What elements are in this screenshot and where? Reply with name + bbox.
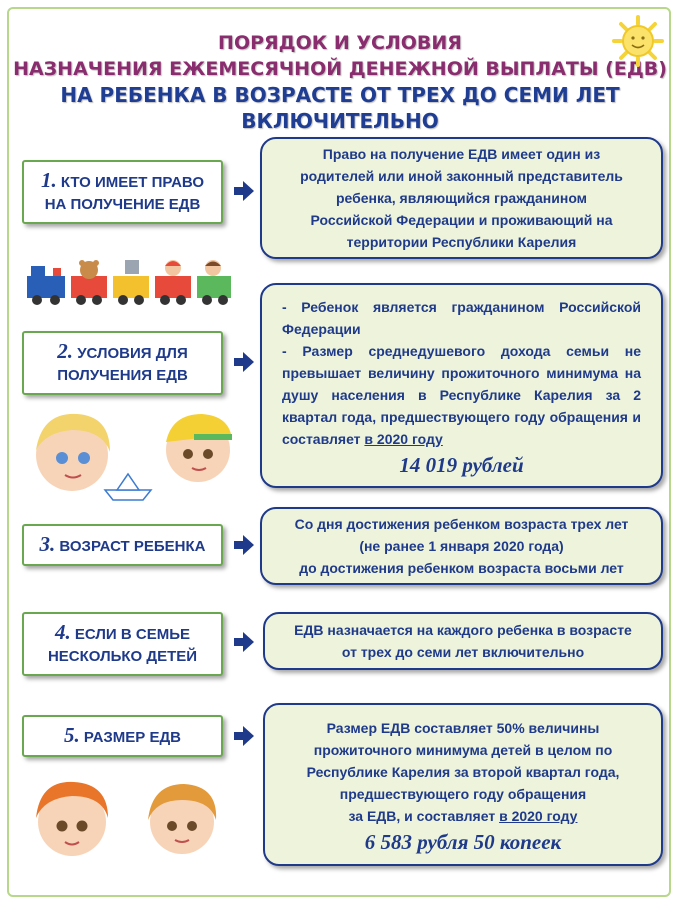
text-line: Со дня достижения ребенком возраста трех лет bbox=[294, 516, 629, 532]
title-line-2: НАЗНАЧЕНИЯ ЕЖЕМЕСЯЧНОЙ ДЕНЕЖНОЙ ВЫПЛАТЫ (ЕДВ) bbox=[13, 58, 667, 80]
toy-train-icon bbox=[25, 258, 235, 308]
title-line-3: НА РЕБЕНКА В ВОЗРАСТЕ ОТ ТРЕХ ДО СЕМИ ЛЕТ ВКЛЮЧИТЕЛЬНО bbox=[60, 83, 620, 133]
arrow-right-icon bbox=[234, 726, 254, 746]
text-box-edv-size bbox=[263, 703, 663, 866]
arrow-right-icon bbox=[234, 632, 254, 652]
paper-boat-icon bbox=[103, 472, 153, 502]
text-box-conditions bbox=[260, 283, 663, 488]
amount-value: 6 583 рубля 50 копеек bbox=[364, 829, 562, 854]
section-number: 3. bbox=[39, 531, 56, 556]
page-title bbox=[0, 30, 680, 134]
text-fragment: - Размер среднедушевого дохода семьи не превышает величину прожиточного минимума на душу населения в Республике Карелия за 2 квартал года, предшествующего году обращения и составляет bbox=[282, 342, 641, 447]
text-line: - Ребенок является гражданином Российской Федерации bbox=[282, 298, 641, 337]
text-line: предшествующего году обращения bbox=[339, 785, 587, 802]
text-fragment: за ЕДВ, и составляет bbox=[348, 807, 500, 824]
label-text: НЕСКОЛЬКО ДЕТЕЙ bbox=[47, 647, 198, 665]
text-line bbox=[282, 340, 641, 450]
text-line: ЕДВ назначается на каждого ребенка в возрасте bbox=[294, 622, 632, 638]
label-text: КТО ИМЕЕТ ПРАВО bbox=[60, 173, 205, 191]
label-text: НА ПОЛУЧЕНИЕ ЕДВ bbox=[44, 195, 201, 213]
text-line: территории Республики Карелия bbox=[346, 234, 577, 250]
label-text: УСЛОВИЯ ДЛЯ bbox=[77, 344, 188, 362]
title-line-1: ПОРЯДОК И УСЛОВИЯ bbox=[218, 32, 462, 54]
text-line: до достижения ребенком возраста восьми лет bbox=[299, 560, 624, 576]
year-phrase: в 2020 году bbox=[364, 430, 443, 447]
year-phrase: в 2020 году bbox=[499, 807, 578, 824]
label-text: РАЗМЕР ЕДВ bbox=[83, 728, 182, 746]
section-number: 4. bbox=[55, 619, 71, 644]
label-who-has-right bbox=[22, 160, 223, 224]
section-number: 2. bbox=[57, 338, 74, 363]
label-text: ЕСЛИ В СЕМЬЕ bbox=[74, 625, 190, 643]
text-box-several-children bbox=[263, 612, 663, 670]
text-line bbox=[349, 805, 578, 827]
text-line: родителей или иной законный представитель bbox=[300, 168, 623, 184]
text-line: ребенка, являющийся гражданином bbox=[335, 190, 588, 206]
text-line: Российской Федерации и проживающий на bbox=[310, 212, 613, 228]
label-conditions bbox=[22, 331, 223, 395]
children-faces-icon bbox=[22, 770, 232, 870]
text-line: прожиточного минимума детей в целом по bbox=[313, 741, 613, 758]
text-line: от трех до семи лет включительно bbox=[341, 644, 585, 660]
text-box-child-age bbox=[260, 507, 663, 585]
section-number: 5. bbox=[63, 722, 80, 747]
text-box-who-has-right bbox=[260, 137, 663, 259]
amount-value: 14 019 рублей bbox=[399, 452, 524, 477]
label-edv-size bbox=[22, 715, 223, 757]
text-line: (не ранее 1 января 2020 года) bbox=[359, 538, 564, 554]
arrow-right-icon bbox=[234, 352, 254, 372]
arrow-right-icon bbox=[234, 535, 254, 555]
section-number: 1. bbox=[40, 167, 57, 192]
text-line: Республике Карелия за второй квартал года, bbox=[306, 763, 620, 780]
label-child-age bbox=[22, 524, 223, 566]
label-text: ПОЛУЧЕНИЯ ЕДВ bbox=[57, 366, 188, 384]
sun-icon bbox=[612, 15, 664, 67]
text-line: Размер ЕДВ составляет 50% величины bbox=[326, 719, 600, 736]
label-text: ВОЗРАСТ РЕБЕНКА bbox=[59, 537, 206, 555]
arrow-right-icon bbox=[234, 181, 254, 201]
label-several-children bbox=[22, 612, 223, 676]
text-line: Право на получение ЕДВ имеет один из bbox=[322, 146, 601, 162]
